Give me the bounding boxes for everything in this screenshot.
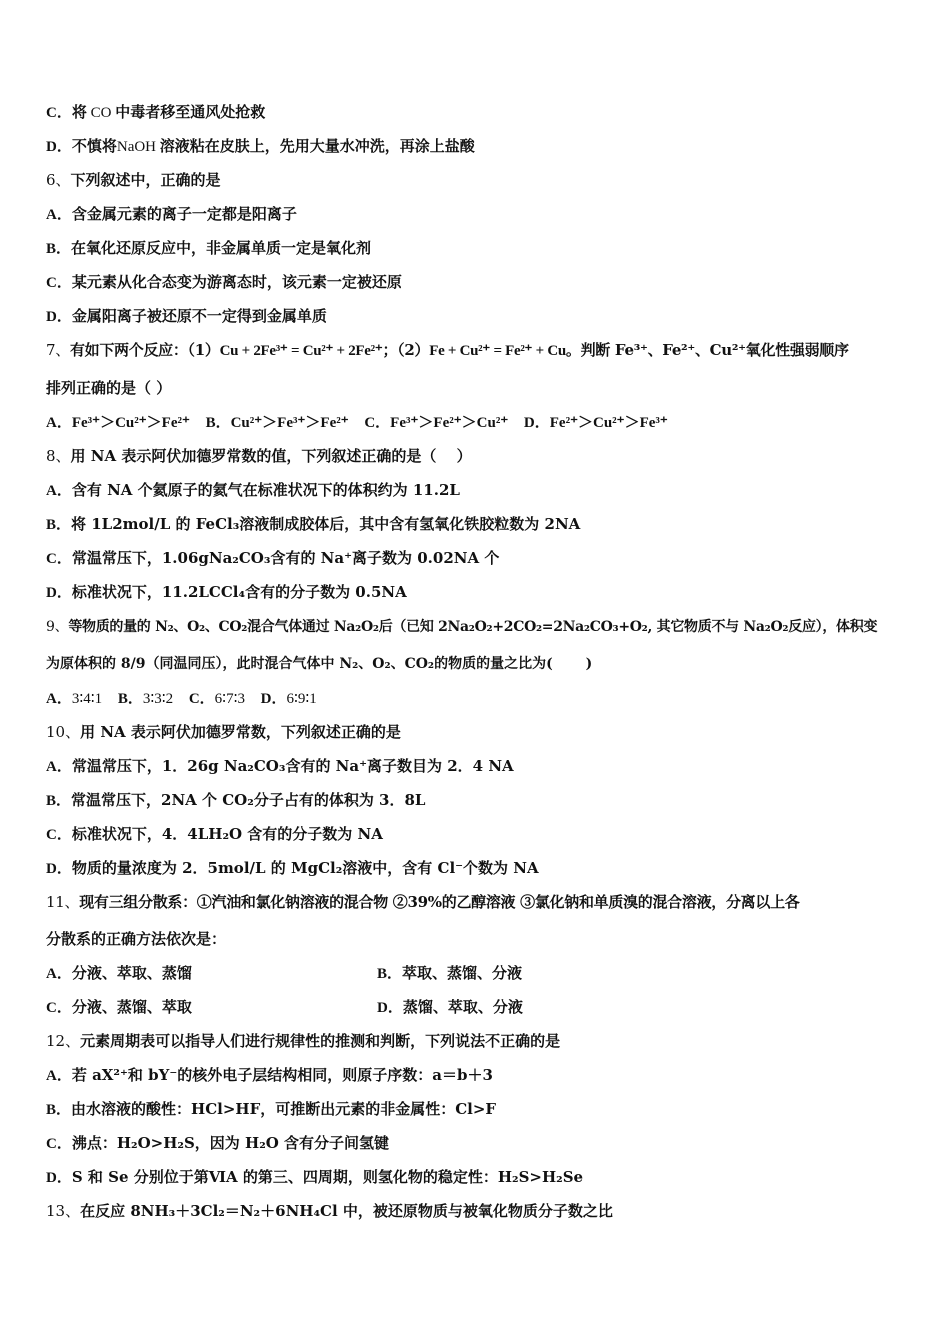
q5-option-c: C．将 CO 中毒者移至通风处抢救 bbox=[46, 103, 266, 121]
q7-option-d: D．Fe²⁺＞Cu²⁺＞Fe³⁺ bbox=[523, 415, 668, 431]
q8-option-c: C．常温常压下，1.06gNa₂CO₃含有的 Na⁺离子数为 0.02NA 个 bbox=[46, 549, 500, 567]
q11-option-c: C．分液、蒸馏、萃取 bbox=[46, 998, 192, 1016]
q9-stem: 9、等物质的量的 N₂、O₂、CO₂混合气体通过 Na₂O₂后（已知 2Na₂O₂+2CO₂=2Na₂CO₃+O₂, 其它物质不与 Na₂O₂反应），体积变 bbox=[46, 619, 878, 635]
q8-option-a: A．含有 NA 个氦原子的氦气在标准状况下的体积约为 11.2L bbox=[46, 481, 460, 499]
q6-option-b: B．在氧化还原反应中，非金属单质一定是氧化剂 bbox=[46, 239, 372, 257]
q8-option-d: D．标准状况下，11.2LCCl₄含有的分子数为 0.5NA bbox=[46, 583, 407, 601]
q11-option-a: A．分液、萃取、蒸馏 bbox=[46, 964, 192, 982]
q7-options bbox=[46, 412, 910, 433]
q6-option-c: C．某元素从化合态变为游离态时，该元素一定被还原 bbox=[46, 273, 402, 291]
q6-option-d: D．金属阳离子被还原不一定得到金属单质 bbox=[46, 307, 327, 325]
q10-option-a: A．常温常压下，1．26g Na₂CO₃含有的 Na⁺离子数目为 2．4 NA bbox=[46, 757, 514, 775]
q12-option-a: A．若 aX²⁺和 bY⁻的核外电子层结构相同，则原子序数：a＝b＋3 bbox=[46, 1066, 493, 1084]
q11-stem: 11、现有三组分散系：①汽油和氯化钠溶液的混合物 ②39%的乙醇溶液 ③氯化钠和单质溴的混合溶液，分离以上各 bbox=[46, 893, 800, 911]
q13-stem: 13、在反应 8NH₃＋3Cl₂＝N₂＋6NH₄Cl 中，被还原物质与被氧化物质分子数之比 bbox=[46, 1202, 613, 1220]
q12-option-b: B．由水溶液的酸性：HCl>HF，可推断出元素的非金属性：Cl>F bbox=[46, 1100, 497, 1118]
q11-options-row2 bbox=[46, 997, 910, 1018]
q9-option-a: A．3∶4∶1 bbox=[46, 691, 103, 707]
q6-stem: 6、下列叙述中，正确的是 bbox=[46, 171, 221, 189]
q8-option-b: B．将 1L2mol/L 的 FeCl₃溶液制成胶体后，其中含有氢氧化铁胶粒数为 2NA bbox=[46, 515, 581, 533]
q11-stem-line2: 分散系的正确方法依次是： bbox=[46, 930, 227, 948]
q9-option-c: C．6∶7∶3 bbox=[188, 691, 245, 707]
q11-option-b: B．萃取、蒸馏、分液 bbox=[377, 964, 523, 982]
q7-option-c: C．Fe³⁺＞Fe²⁺＞Cu²⁺ bbox=[364, 415, 509, 431]
q7-stem-line2: 排列正确的是（ ） bbox=[46, 379, 172, 397]
q9-option-b: B．3∶3∶2 bbox=[117, 691, 174, 707]
q6-option-a: A．含金属元素的离子一定都是阳离子 bbox=[46, 205, 297, 223]
q9-option-d: D．6∶9∶1 bbox=[260, 691, 317, 707]
q12-stem: 12、元素周期表可以指导人们进行规律性的推测和判断，下列说法不正确的是 bbox=[46, 1032, 561, 1050]
q10-option-d: D．物质的量浓度为 2．5mol/L 的 MgCl₂溶液中，含有 Cl⁻个数为 NA bbox=[46, 859, 539, 877]
q7-option-a: A．Fe³⁺＞Cu²⁺＞Fe²⁺ bbox=[46, 415, 190, 431]
q5-option-d: D．不慎将NaOH 溶液粘在皮肤上，先用大量水冲洗，再涂上盐酸 bbox=[46, 137, 475, 155]
q7-stem: 7、有如下两个反应：（1）Cu + 2Fe³⁺ = Cu²⁺ + 2Fe²⁺；（2）Fe + Cu²⁺ = Fe²⁺ + Cu。判断 Fe³⁺、Fe²⁺、Cu²⁺氧化性强弱顺序 bbox=[46, 341, 849, 359]
q7-option-b: B．Cu²⁺＞Fe³⁺＞Fe²⁺ bbox=[205, 415, 349, 431]
q10-option-c: C．标准状况下，4．4LH₂O 含有的分子数为 NA bbox=[46, 825, 383, 843]
q10-stem: 10、用 NA 表示阿伏加德罗常数，下列叙述正确的是 bbox=[46, 723, 401, 741]
q12-option-c: C．沸点：H₂O>H₂S，因为 H₂O 含有分子间氢键 bbox=[46, 1134, 390, 1152]
q11-option-d: D．蒸馏、萃取、分液 bbox=[377, 998, 523, 1016]
q10-option-b: B．常温常压下，2NA 个 CO₂分子占有的体积为 3．8L bbox=[46, 791, 426, 809]
q9-options bbox=[46, 688, 910, 709]
q11-options-row1 bbox=[46, 963, 910, 984]
q9-stem-line2: 为原体积的 8/9（同温同压），此时混合气体中 N₂、O₂、CO₂的物质的量之比为( ) bbox=[46, 656, 593, 672]
q12-option-d: D．S 和 Se 分别位于第ⅥA 的第三、四周期，则氢化物的稳定性：H₂S>H₂Se bbox=[46, 1168, 584, 1186]
q8-stem: 8、用 NA 表示阿伏加德罗常数的值，下列叙述正确的是（ ） bbox=[46, 447, 472, 465]
